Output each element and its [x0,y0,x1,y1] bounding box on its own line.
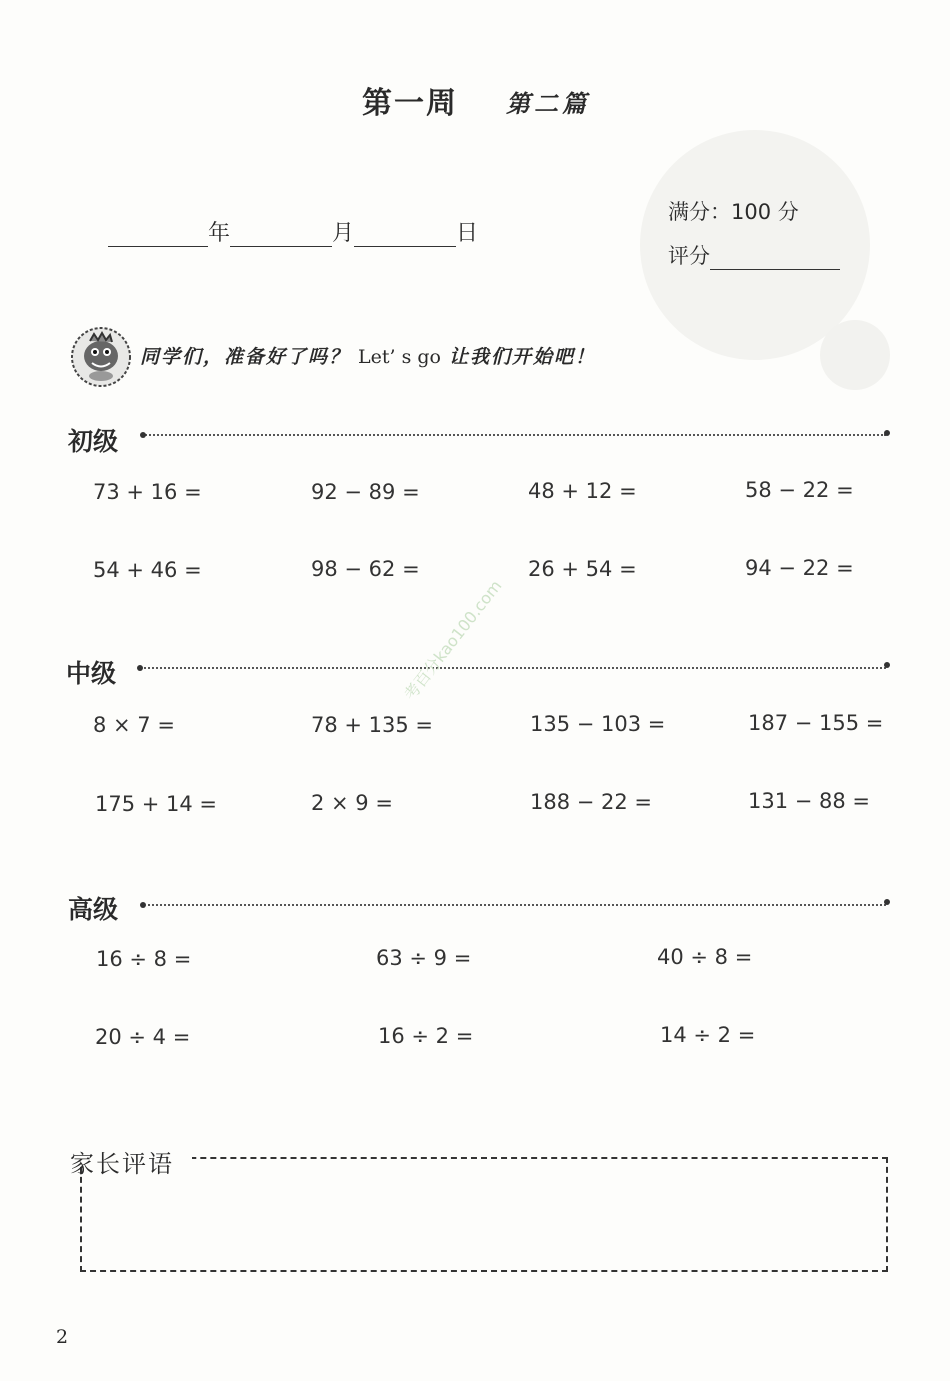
section-intermediate-title: 中级 [66,659,117,688]
section-advanced-divider [143,904,886,906]
score-blank[interactable] [710,243,840,270]
section-advanced-dot-end [884,899,890,905]
day-label: 日 [456,221,479,246]
parent-comment-box[interactable] [80,1157,888,1272]
dinosaur-mascot-icon [70,326,132,388]
advanced-problem-4: 20 ÷ 4 = [95,1025,191,1049]
basic-problem-8: 94 − 22 = [745,556,854,580]
section-basic-title: 初级 [68,427,119,456]
intermediate-problem-1: 8 × 7 = [93,713,175,737]
section-advanced-title: 高级 [68,895,119,924]
year-blank[interactable] [108,220,208,247]
section-basic-divider [142,434,886,436]
greeting-latin: Let’ s go [358,346,441,368]
background-mascot-shadow-small [820,320,890,390]
basic-problem-2: 92 − 89 = [311,480,420,504]
basic-problem-7: 26 + 54 = [528,557,637,581]
greeting-part-2: 让我们开始吧！ [448,346,596,368]
advanced-problem-6: 14 ÷ 2 = [660,1023,756,1047]
basic-problem-6: 98 − 62 = [311,557,420,581]
intermediate-problem-4: 187 − 155 = [748,711,884,735]
intermediate-problem-5: 175 + 14 = [95,792,218,816]
month-blank[interactable] [230,220,332,247]
section-basic-dot-start [140,432,146,438]
watermark: 考百分kao100.com [400,576,506,704]
greeting-part-1: 同学们，准备好了吗？ [140,346,351,368]
basic-problem-4: 58 − 22 = [745,478,854,502]
greeting-text [140,342,596,369]
page-title: 第一周 [362,86,458,121]
intermediate-problem-3: 135 − 103 = [530,712,666,736]
advanced-problem-3: 40 ÷ 8 = [657,945,753,969]
section-basic-dot-end [884,430,890,436]
score-row [668,240,840,270]
page-subtitle: 第二篇 [506,90,590,118]
section-intermediate-dot-start [137,665,143,671]
section-intermediate-dot-end [884,662,890,668]
year-label: 年 [208,221,231,246]
page-number: 2 [56,1326,69,1348]
parent-comment-title: 家长评语 [70,1150,174,1178]
date-row [108,216,478,247]
month-label: 月 [332,221,355,246]
intermediate-problem-6: 2 × 9 = [311,791,393,815]
advanced-problem-2: 63 ÷ 9 = [376,946,472,970]
section-intermediate-divider [140,667,886,669]
advanced-problem-5: 16 ÷ 2 = [378,1024,474,1048]
intermediate-problem-7: 188 − 22 = [530,790,653,814]
advanced-problem-1: 16 ÷ 8 = [96,947,192,971]
full-score: 满分：100 分 [668,200,799,224]
intermediate-problem-2: 78 + 135 = [311,713,434,737]
day-blank[interactable] [354,220,456,247]
basic-problem-1: 73 + 16 = [93,480,202,504]
basic-problem-5: 54 + 46 = [93,558,202,582]
section-advanced-dot-start [140,902,146,908]
intermediate-problem-8: 131 − 88 = [748,789,871,813]
score-label: 评分 [668,244,710,268]
basic-problem-3: 48 + 12 = [528,479,637,503]
